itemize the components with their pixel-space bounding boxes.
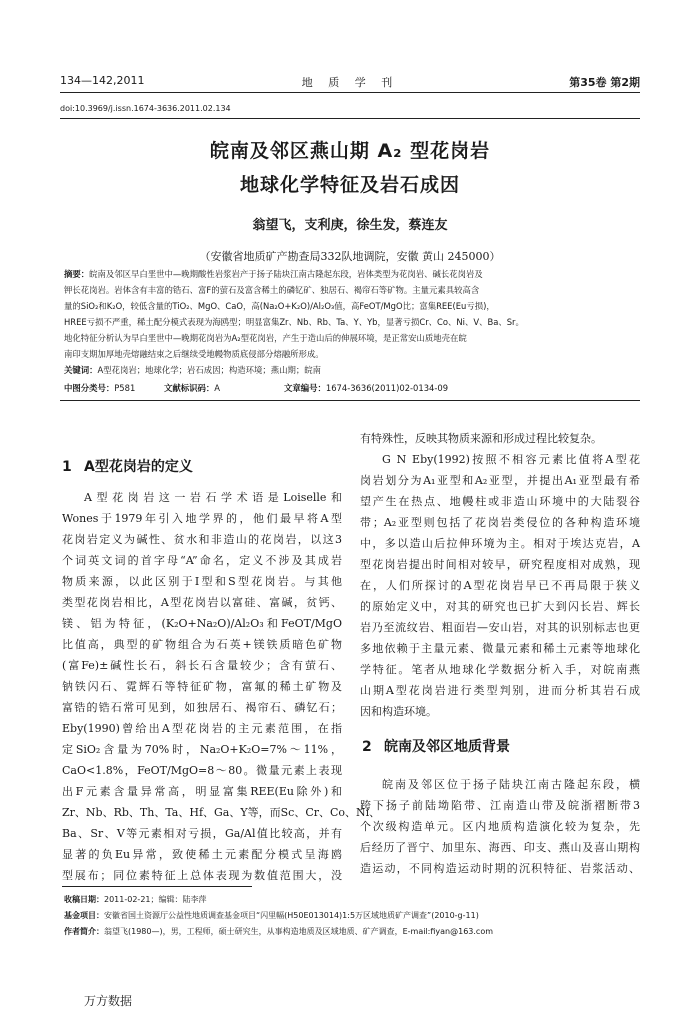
text-line: 有特殊性，反映其物质来源和形成过程比较复杂。 [360, 432, 602, 445]
title-line-1: 皖南及邻区燕山期 A₂ 型花岗岩 [209, 140, 491, 162]
affiliation: （安徽省地质矿产勘查局332队地调院，安徽 黄山 245000） [199, 250, 501, 263]
keywords: 关键词：A型花岗岩；地球化学；岩石成因；构造环境；燕山期；皖南 [64, 365, 321, 375]
text-line: 中，多以造山后拉伸环境为主。相对于埃达克岩，A [360, 537, 640, 550]
text-line: 多地依赖于主量元素、微量元素和稀土元素等地球化 [360, 642, 640, 655]
text-line: (富Fe)±碱性长石，斜长石含量较少；含有萤石、 [62, 659, 342, 672]
authors: 翁望飞，支利庚，徐生发，蔡连友 [252, 218, 448, 233]
text-line: Zr、Nb、Rb、Th、Ta、Hf、Ga、Y等，而Sc、Cr、Co、Ni、 [62, 806, 381, 819]
text-line: A型花岗岩这一岩石学术语是Loiselle和 [84, 491, 342, 504]
text-line: 富锆的锆石常可见到，如独居石、褐帘石、磷钇石； [62, 701, 342, 714]
text-line: G N Eby(1992)按照不相容元素比值将A型花 [382, 453, 640, 466]
journal-name: 地 质 学 刊 [301, 76, 399, 89]
text-line: 镁、铝为特征，(K₂O+Na₂O)/Al₂O₃和FeOT/MgO [62, 617, 342, 630]
text-line: CaO<1.8%，FeOT/MgO=8～80。微量元素上表现 [62, 764, 342, 777]
text-line: 类型花岗岩相比，A型花岗岩以富硅、富碱，贫钙、 [62, 596, 342, 609]
volume-issue: 第35卷 第2期 [569, 76, 640, 89]
text-line: 山期A型花岗岩进行类型判别，进而分析其岩石成 [360, 684, 640, 697]
footnote-rule [62, 886, 252, 887]
text-line: 个次级构造单元。区内地质构造演化较为复杂，先 [360, 820, 640, 833]
text-line: 个词英文词的首字母“A”命名，定义不涉及其成岩 [62, 554, 342, 567]
text-line: Wones于1979年引入地学界的，他们最早将A型 [62, 512, 342, 525]
text-line: 造运动，不同构造运动时期的沉积特征、岩浆活动、 [360, 862, 640, 875]
watermark: 万方数据 [84, 994, 133, 1008]
text-line: 望产生在热点、地幔柱或非造山环境中的大陆裂谷 [360, 495, 640, 508]
abstract-label: 摘要： [64, 269, 90, 279]
text-line: Ba、Sr、V等元素相对亏损，Ga/Al值比较高，并有 [62, 827, 342, 840]
text-line: 型展布；同位素特征上总体表现为数值范围大，没 [62, 869, 342, 882]
doi: doi:10.3969/j.issn.1674-3636.2011.02.134 [60, 104, 231, 113]
text-line: 钠铁闪石、霓辉石等特征矿物，富氟的稀土矿物及 [62, 680, 342, 693]
text-line: 在，人们所探讨的A型花岗岩早已不再局限于狭义 [360, 579, 640, 592]
right-column-top [360, 428, 640, 722]
text-line: 后经历了晋宁、加里东、海西、印支、燕山及喜山期构 [360, 841, 640, 854]
abstract-line: 南印支期加厚地壳熔融结束之后继续受地幔物质底侵部分熔融所形成。 [64, 349, 324, 359]
text-line: 的原始定义中，对其的研究也已扩大到闪长岩、辉长 [360, 600, 640, 613]
text-line: 出F元素含量异常高，明显富集REE(Eu除外)和 [62, 785, 342, 798]
title-line-2: 地球化学特征及岩石成因 [239, 174, 460, 196]
abstract-line: 量的SiO₂和K₂O，较低含量的TiO₂、MgO、CaO，高(Na₂O+K₂O)/Al₂O₃值，高FeOT/MgO比；富集REE(Eu亏损)， [64, 301, 495, 311]
text-line: 显著的负Eu异常，致使稀土元素配分模式呈海鸥 [62, 848, 342, 861]
section-2-heading: 2 皖南及邻区地质背景 [362, 739, 510, 755]
section-1-heading: 1 A型花岗岩的定义 [62, 459, 193, 475]
text-line: 型花岗岩提出时间相对较早，研究程度相对成熟，现 [360, 558, 640, 571]
doi-rule [60, 118, 640, 119]
text-line: 岗岩划分为A₁亚型和A₂亚型，并提出A₁亚型最有希 [360, 474, 640, 487]
text-line: 学特征。笔者从地球化学数据分析入手，对皖南燕 [360, 663, 640, 676]
abstract-line: 地化特征分析认为早白垩世中—晚期花岗岩为A₂型花岗岩，产生于造山后的伸展环境，是正常安山质地壳在皖 [64, 333, 467, 343]
abstract-rule [60, 400, 640, 401]
footnote-received: 收稿日期：2011-02-21；编辑：陆李萍 [64, 895, 207, 904]
classification: 中图分类号：P581 文献标识码：A 文章编号：1674-3636(2011)02-0134-09 [64, 383, 449, 393]
text-line: 跨下扬子前陆坳陷带、江南造山带及皖浙褶断带3 [360, 799, 640, 812]
abstract-line: HREE亏损不严重，稀土配分模式表现为海鸥型；明显富集Zr、Nb、Rb、Ta、Y、Yb，显著亏损Cr、Co、Ni、V、Ba、Sr。 [64, 317, 524, 327]
text-line: 花岗岩定义为碱性、贫水和非造山的花岗岩，以这3 [62, 533, 342, 546]
footnote-fund: 基金项目：安徽省国土资源厅公益性地质调查基金项目“闪里幅(H50E013014)1:5万区域地质矿产调查”(2010-g-11) [64, 911, 479, 920]
footnote-author: 作者简介：翁望飞(1980—)，男，工程师，硕士研究生，从事构造地质及区域地质、矿产调查，E-mail:fiyan@163.com [64, 927, 494, 936]
text-line: 带；A₂亚型则包括了花岗岩类侵位的各种构造环境 [360, 516, 640, 529]
abstract-line: 钾长花岗岩。岩体含有丰富的锆石、富F的萤石及富含稀土的磷钇矿、独居石、褐帘石等矿物。主量元素具较高含 [64, 285, 480, 295]
abstract-line: 摘要：皖南及邻区早白垩世中—晚期酸性岩浆岩产于扬子陆块江南古隆起东段，岩体类型为花岗岩、碱长花岗岩及 [64, 269, 483, 279]
text-line: 定SiO₂含量为70%时，Na₂O+K₂O=7%～11%， [62, 743, 342, 756]
page-range: 134—142,2011 [60, 74, 145, 87]
right-column-bottom [360, 774, 640, 879]
text-line: 物质来源，以此区别于I型和S型花岗岩。与其他 [62, 575, 342, 588]
text-line: 岩乃至流纹岩、粗面岩—安山岩，对其的识别标志也更 [360, 621, 640, 634]
header-rule [60, 92, 640, 93]
text-line: 因和构造环境。 [360, 705, 437, 718]
text-line: 皖南及邻区位于扬子陆块江南古隆起东段，横 [382, 778, 640, 791]
left-column [62, 487, 381, 886]
running-header [60, 74, 640, 90]
text-line: 比值高，典型的矿物组合为石英+镁铁质暗色矿物 [62, 638, 342, 651]
text-line: Eby(1990)曾给出A型花岗岩的主元素范围，在指 [62, 722, 342, 735]
